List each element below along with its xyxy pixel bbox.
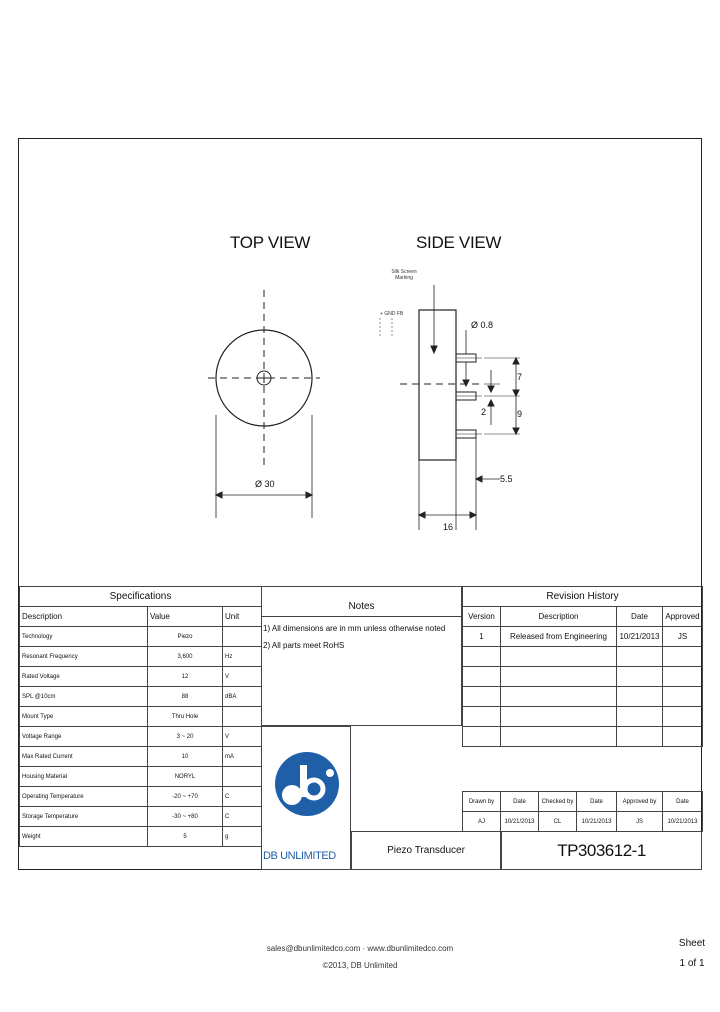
spec-row [20, 787, 262, 807]
spec-description: SPL @10cm [20, 687, 148, 707]
rev-col-description: Description [501, 607, 617, 627]
company-logo-mark [262, 729, 350, 849]
spec-value: NORYL [148, 767, 223, 787]
buzzer-body [419, 310, 456, 460]
drawn-date-label: Date [501, 792, 539, 812]
spec-row [20, 747, 262, 767]
spec-unit: V [223, 727, 262, 747]
product-name: Piezo Transducer [387, 845, 465, 856]
spec-row [20, 667, 262, 687]
revision-history-table [462, 586, 703, 747]
footer-copyright: ©2013, DB Unlimited [322, 961, 398, 970]
checked-date-value: 10/21/2013 [577, 812, 617, 832]
specifications-title: Specifications [20, 587, 262, 607]
part-number-cell [501, 831, 702, 870]
spec-row [20, 827, 262, 847]
spec-description: Max Rated Current [20, 747, 148, 767]
spec-unit: g [223, 827, 262, 847]
spec-value: 12 [148, 667, 223, 687]
note-item: 1) All dimensions are in mm unless otherwise noted [263, 624, 446, 633]
sheet-label: Sheet [678, 938, 706, 949]
spec-description: Technology [20, 627, 148, 647]
dimension-2-label: 2 [481, 407, 487, 417]
silk-screen-label: Silk Screen Marking [391, 269, 417, 281]
dimension-7-label: 7 [517, 372, 523, 382]
spec-row [20, 687, 262, 707]
top-view-title: TOP VIEW [230, 233, 311, 252]
rev-col-version: Version [463, 607, 501, 627]
checked-by-value: CL [539, 812, 577, 832]
spec-value: 10 [148, 747, 223, 767]
spec-row [20, 627, 262, 647]
side-view-title: SIDE VIEW [416, 233, 502, 252]
spec-row [20, 807, 262, 827]
pin-diameter-label: Ø 0.8 [471, 320, 494, 330]
dimension-5-5-label: 5.5 [500, 474, 513, 484]
spec-value: -20 ~ +70 [148, 787, 223, 807]
approved-date-value: 10/21/2013 [663, 812, 703, 832]
approved-by-label: Approved by [617, 792, 663, 812]
company-logo-text: DB UNLIMITED [263, 850, 336, 862]
checked-by-label: Checked by [539, 792, 577, 812]
spec-description: Storage Temperature [20, 807, 148, 827]
spec-unit [223, 767, 262, 787]
product-name-cell [351, 831, 501, 870]
spec-description: Operating Temperature [20, 787, 148, 807]
drawn-by-value: AJ [463, 812, 501, 832]
revision-history-title: Revision History [463, 587, 703, 607]
note-item: 2) All parts meet RoHS [263, 641, 345, 650]
checked-date-label: Date [577, 792, 617, 812]
spec-description: Weight [20, 827, 148, 847]
pin-label-list: + GND FB [380, 311, 404, 317]
spec-unit: V [223, 667, 262, 687]
dimension-9-label: 9 [517, 409, 523, 419]
spec-description: Housing Material [20, 767, 148, 787]
spec-value: 3 ~ 20 [148, 727, 223, 747]
spec-unit: C [223, 787, 262, 807]
spec-unit: Hz [223, 647, 262, 667]
footer-contact: sales@dbunlimitedco.com · www.dbunlimitedco.com [266, 944, 454, 953]
spec-unit [223, 707, 262, 727]
notes-title: Notes [262, 587, 461, 617]
spec-row [20, 647, 262, 667]
spec-value: 5 [148, 827, 223, 847]
spec-unit: mA [223, 747, 262, 767]
part-number: TP303612-1 [557, 840, 646, 860]
signoff-table [462, 791, 703, 832]
spec-row [20, 707, 262, 727]
spec-row [20, 767, 262, 787]
spec-col-unit: Unit [223, 607, 262, 627]
rev-col-approved: Approved [663, 607, 703, 627]
approved-date-label: Date [663, 792, 703, 812]
spec-description: Resonant Frequency [20, 647, 148, 667]
diameter-top-label: Ø 30 [255, 479, 275, 489]
specifications-table [19, 586, 262, 847]
drawn-by-label: Drawn by [463, 792, 501, 812]
spec-row [20, 727, 262, 747]
spec-description: Mount Type [20, 707, 148, 727]
spec-value: Piezo [148, 627, 223, 647]
spec-unit: C [223, 807, 262, 827]
spec-col-description: Description [20, 607, 148, 627]
spec-description: Rated Voltage [20, 667, 148, 687]
side-view [380, 285, 523, 530]
notes-panel [261, 586, 462, 726]
approved-by-value: JS [617, 812, 663, 832]
spec-unit: dBA [223, 687, 262, 707]
spec-unit [223, 627, 262, 647]
spec-value: -30 ~ +80 [148, 807, 223, 827]
dimension-16-label: 16 [443, 522, 454, 532]
drawn-date-value: 10/21/2013 [501, 812, 539, 832]
revision-row: 1 Released from Engineering 10/21/2013 JS [463, 627, 703, 647]
sheet-count: 1 of 1 [679, 958, 705, 969]
logo-panel [261, 726, 351, 870]
spec-value: 88 [148, 687, 223, 707]
spec-value: Thru Hole [148, 707, 223, 727]
spec-description: Voltage Range [20, 727, 148, 747]
notes-list [262, 617, 461, 657]
spec-value: 3,600 [148, 647, 223, 667]
spec-col-value: Value [148, 607, 223, 627]
rev-col-date: Date [617, 607, 663, 627]
